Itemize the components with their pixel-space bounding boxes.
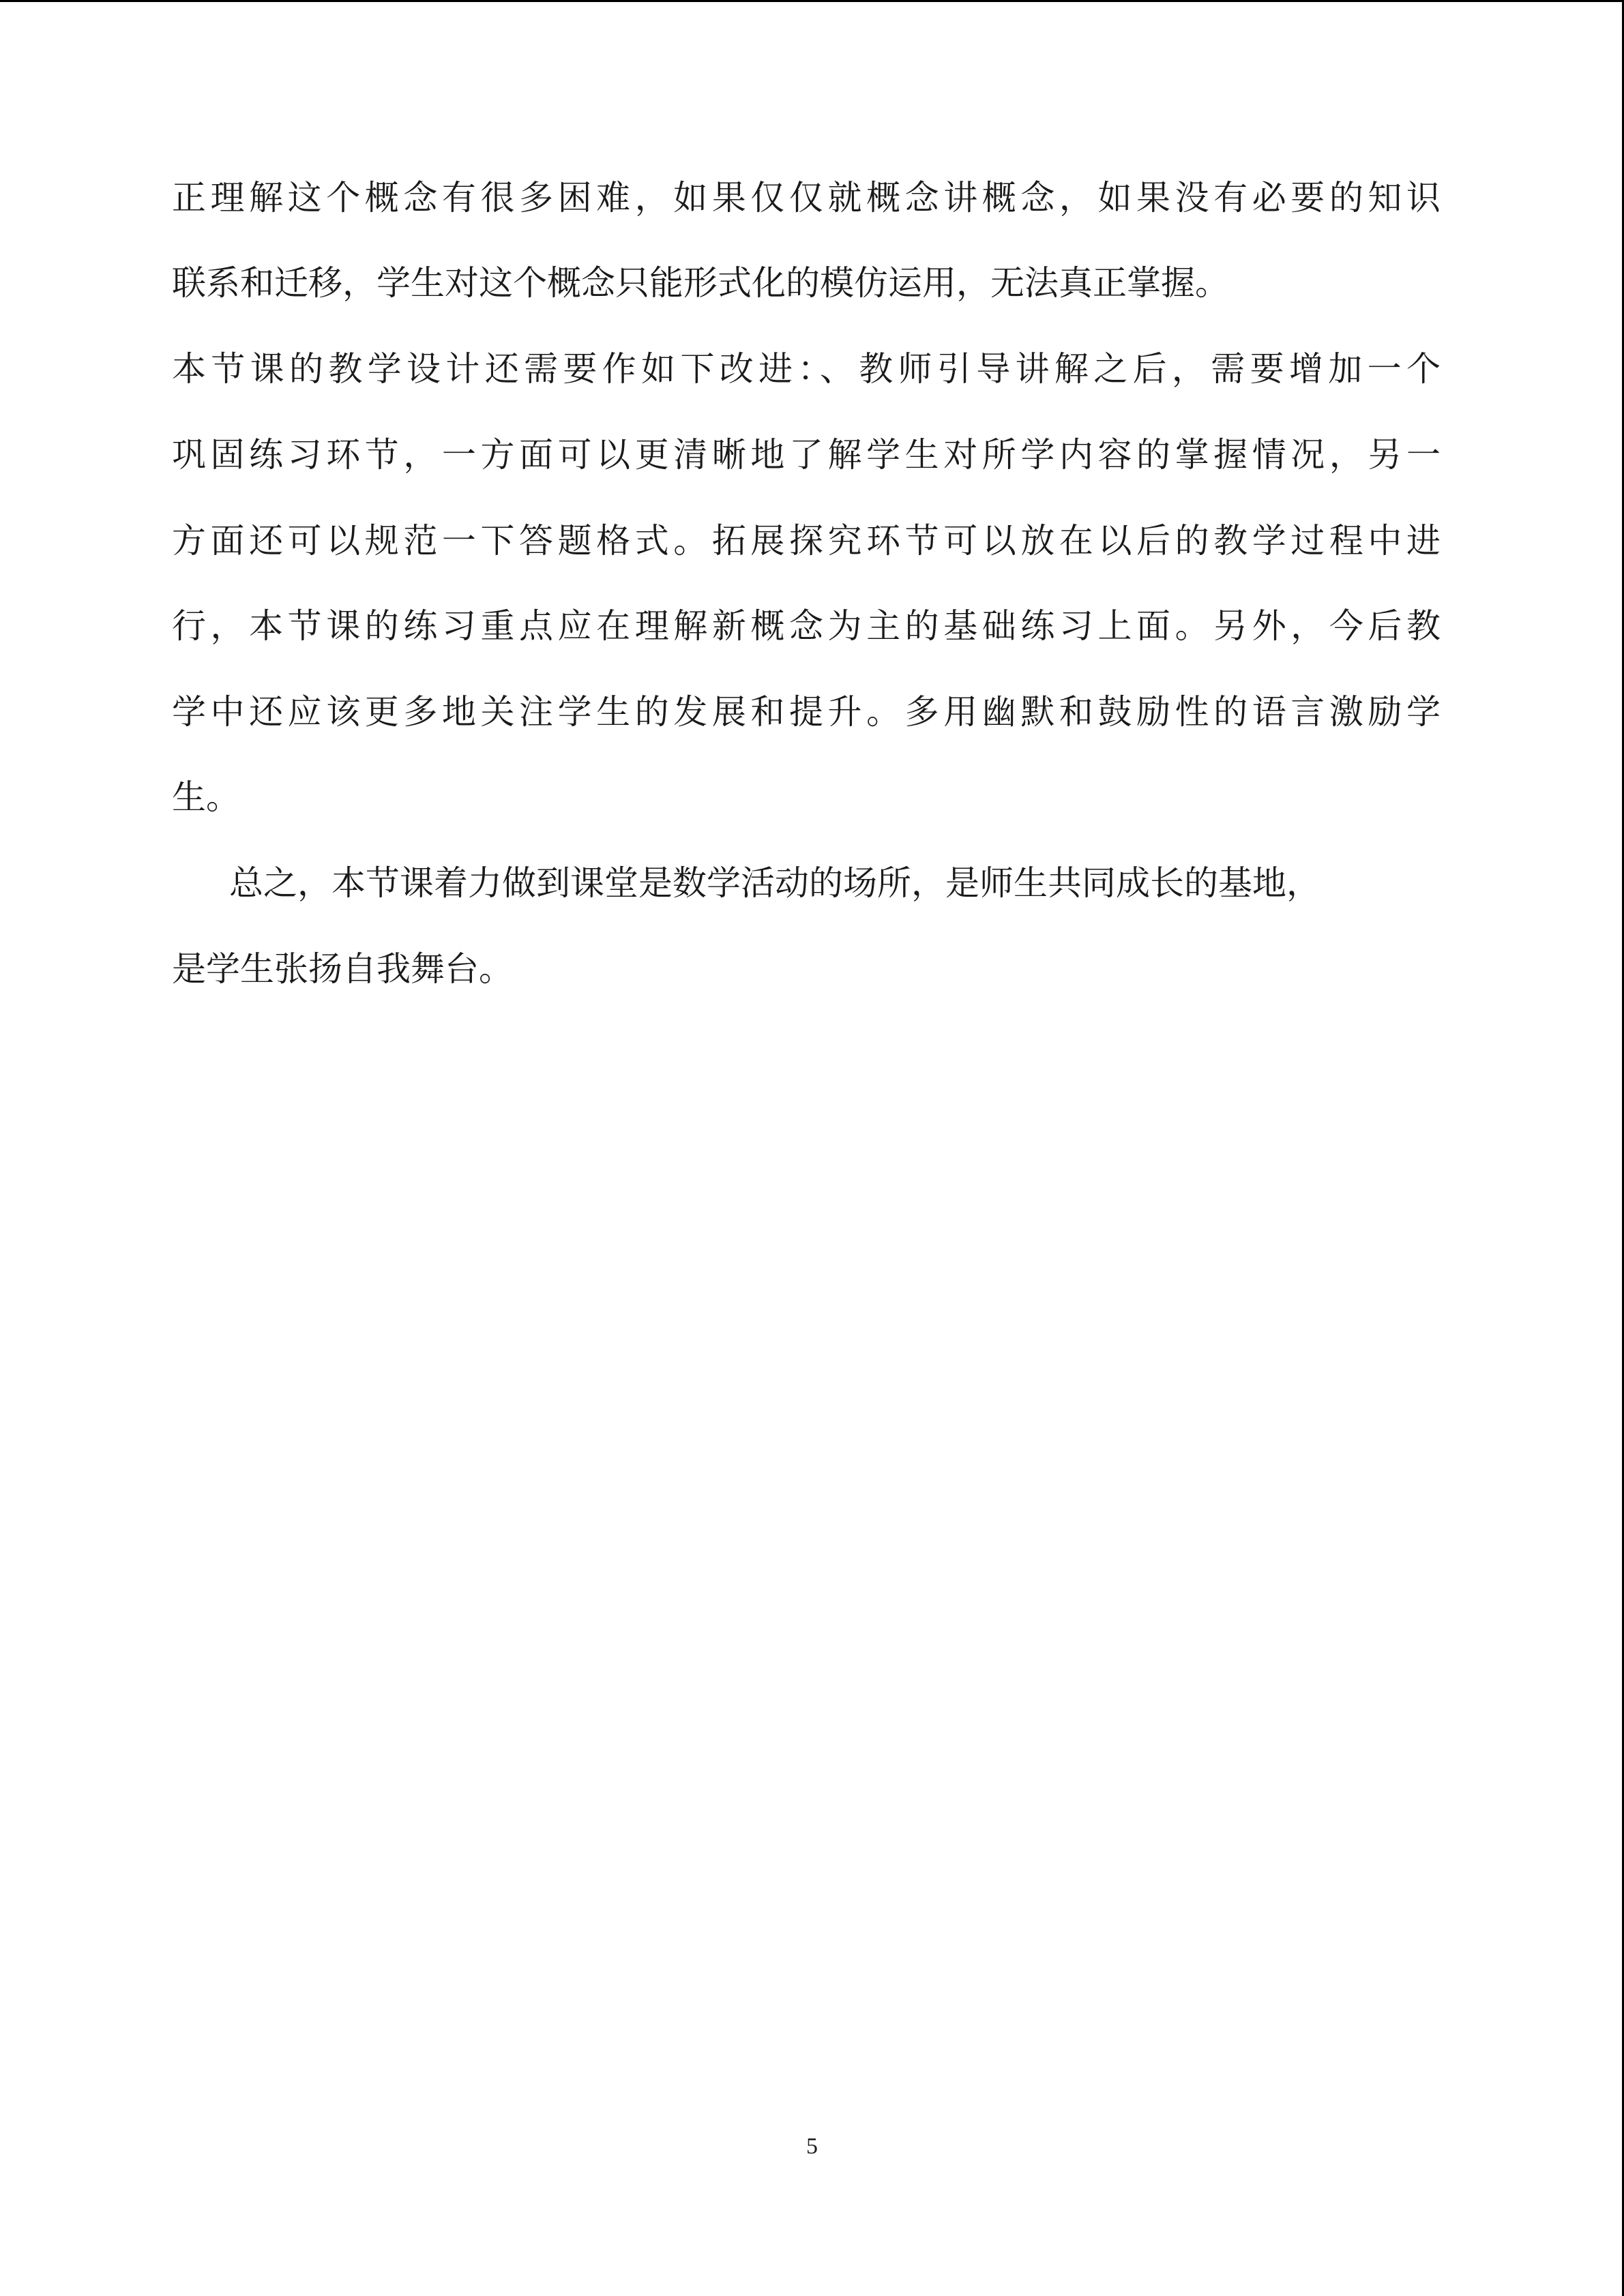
body-text-line: 本节课的教学设计还需要作如下改进：、教师引导讲解之后，需要增加一个 <box>172 349 1441 389</box>
body-text-line: 学中还应该更多地关注学生的发展和提升。多用幽默和鼓励性的语言激励学 <box>172 692 1441 732</box>
body-text-line: 方面还可以规范一下答题格式。拓展探究环节可以放在以后的教学过程中进 <box>172 521 1441 561</box>
body-text-line: 巩固练习环节，一方面可以更清晰地了解学生对所学内容的掌握情况，另一 <box>172 435 1441 475</box>
body-text-line: 生。 <box>172 777 240 817</box>
body-text-line: 是学生张扬自我舞台。 <box>172 949 513 989</box>
body-text-line: 行，本节课的练习重点应在理解新概念为主的基础练习上面。另外，今后教 <box>172 606 1441 646</box>
page-number: 5 <box>806 2134 818 2159</box>
page-top-border <box>0 0 1624 2</box>
paragraph-first-line: 总之，本节课着力做到课堂是数学活动的场所，是师生共同成长的基地， <box>229 863 1320 903</box>
body-text-line: 联系和迁移，学生对这个概念只能形式化的模仿运用，无法真正掌握。 <box>172 263 1229 303</box>
body-text-line: 正理解这个概念有很多困难，如果仅仅就概念讲概念，如果没有必要的知识 <box>172 178 1441 218</box>
